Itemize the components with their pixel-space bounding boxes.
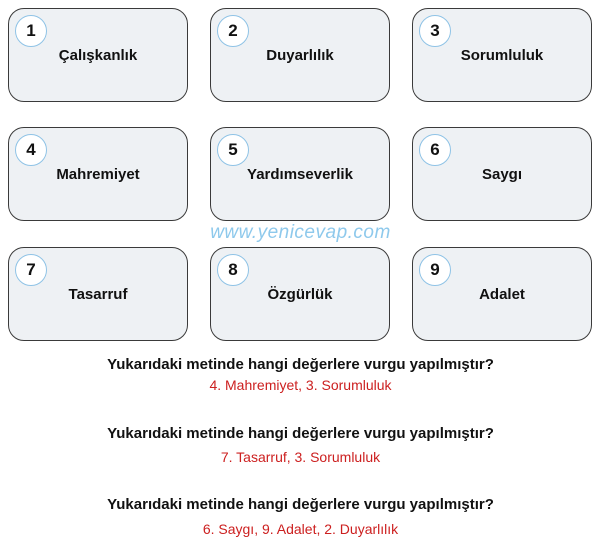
- value-card-3: [412, 8, 592, 102]
- card-label: Duyarlılık: [266, 47, 334, 64]
- card-number-badge: 2: [217, 15, 249, 47]
- card-label: Adalet: [479, 286, 525, 303]
- card-number-badge: 3: [419, 15, 451, 47]
- card-label: Tasarruf: [68, 286, 128, 303]
- card-number-badge: 1: [15, 15, 47, 47]
- card-label: Sorumluluk: [460, 47, 544, 64]
- question-1: Yukarıdaki metinde hangi değerlere vurgu yapılmıştır?: [107, 356, 494, 373]
- value-card-2: [210, 8, 390, 102]
- value-card-7: [8, 247, 188, 341]
- card-number-badge: 9: [419, 254, 451, 286]
- card-number-badge: 8: [217, 254, 249, 286]
- card-label: Saygı: [481, 166, 523, 183]
- card-label: Mahremiyet: [56, 166, 140, 183]
- card-label: Yardımseverlik: [247, 166, 353, 183]
- card-number-badge: 5: [217, 134, 249, 166]
- question-2: Yukarıdaki metinde hangi değerlere vurgu yapılmıştır?: [107, 425, 494, 442]
- answer-2: 7. Tasarruf, 3. Sorumluluk: [220, 449, 381, 465]
- card-label: Özgürlük: [267, 286, 333, 303]
- value-card-4: [8, 127, 188, 221]
- question-3: Yukarıdaki metinde hangi değerlere vurgu yapılmıştır?: [107, 496, 494, 513]
- value-card-8: [210, 247, 390, 341]
- value-card-5: [210, 127, 390, 221]
- value-card-1: [8, 8, 188, 102]
- value-card-6: [412, 127, 592, 221]
- card-number-badge: 4: [15, 134, 47, 166]
- card-label: Çalışkanlık: [58, 47, 138, 64]
- card-number-badge: 6: [419, 134, 451, 166]
- card-number-badge: 7: [15, 254, 47, 286]
- site-watermark: www.yenicevap.com: [210, 222, 391, 243]
- answer-1: 4. Mahremiyet, 3. Sorumluluk: [209, 377, 392, 393]
- value-card-9: [412, 247, 592, 341]
- answer-3: 6. Saygı, 9. Adalet, 2. Duyarlılık: [202, 521, 399, 537]
